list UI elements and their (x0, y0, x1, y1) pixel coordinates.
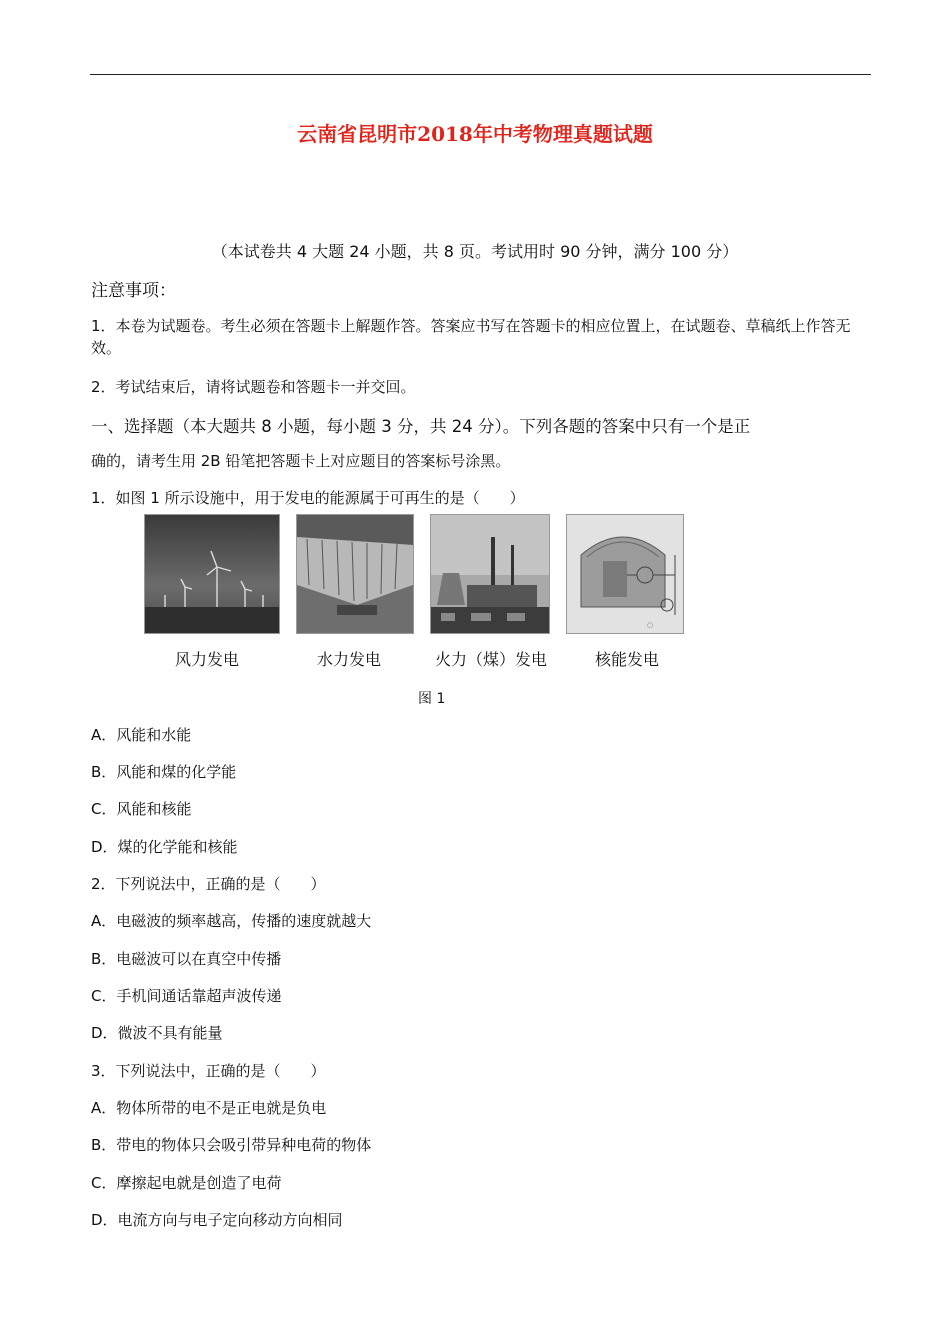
figure-label: 图 1 (418, 691, 446, 707)
nuclear-power-image (566, 514, 684, 634)
note-1: 1．本卷为试题卷。考生必须在答题卡上解题作答。答案应书写在答题卡的相应位置上，在试题卷、草稿纸上作答无效。 (91, 317, 851, 357)
header-rule (90, 74, 871, 75)
question-1-stem: 1．如图 1 所示设施中，用于发电的能源属于可再生的是（ ） (91, 489, 525, 507)
q3-option-c: C．摩擦起电就是创造了电荷 (91, 1174, 282, 1192)
q3-option-a: A．物体所带的电不是正电就是负电 (91, 1099, 327, 1117)
q1-option-d: D．煤的化学能和核能 (91, 838, 238, 856)
page-title: 云南省昆明市2018年中考物理真题试题 (297, 122, 653, 146)
figure-caption-nuclear: 核能发电 (594, 650, 659, 669)
figure-caption-wind: 风力发电 (174, 650, 239, 669)
figure-caption-coal: 火力（煤）发电 (434, 650, 547, 669)
question-2-stem: 2．下列说法中，正确的是（ ） (91, 875, 326, 893)
q3-option-d: D．电流方向与电子定向移动方向相同 (91, 1211, 343, 1229)
q2-option-c: C．手机间通话靠超声波传递 (91, 987, 282, 1005)
hydro-power-image (296, 514, 414, 634)
notes-heading: 注意事项： (91, 281, 176, 301)
question-3-stem: 3．下列说法中，正确的是（ ） (91, 1062, 326, 1080)
coal-power-image (430, 514, 550, 634)
note-2: 2．考试结束后，请将试题卷和答题卡一并交回。 (91, 378, 416, 396)
section-1-instructions: 确的，请考生用 2B 铅笔把答题卡上对应题目的答案标号涂黑。 (91, 452, 511, 470)
svg-text:○: ○ (647, 621, 654, 629)
wind-power-image (144, 514, 280, 634)
figure-caption-hydro: 水力发电 (316, 650, 381, 669)
q1-option-a: A．风能和水能 (91, 726, 192, 744)
q1-option-b: B．风能和煤的化学能 (91, 763, 237, 781)
q2-option-a: A．电磁波的频率越高，传播的速度就越大 (91, 912, 372, 930)
q2-option-b: B．电磁波可以在真空中传播 (91, 950, 282, 968)
exam-info: （本试卷共 4 大题 24 小题，共 8 页。考试用时 90 分钟，满分 100 分） (211, 242, 739, 261)
q1-option-c: C．风能和核能 (91, 800, 192, 818)
q2-option-d: D．微波不具有能量 (91, 1024, 223, 1042)
q3-option-b: B．带电的物体只会吸引带异种电荷的物体 (91, 1136, 372, 1154)
section-1-heading: 一、选择题（本大题共 8 小题，每小题 3 分，共 24 分）。下列各题的答案中只有一个是正 (91, 417, 751, 436)
